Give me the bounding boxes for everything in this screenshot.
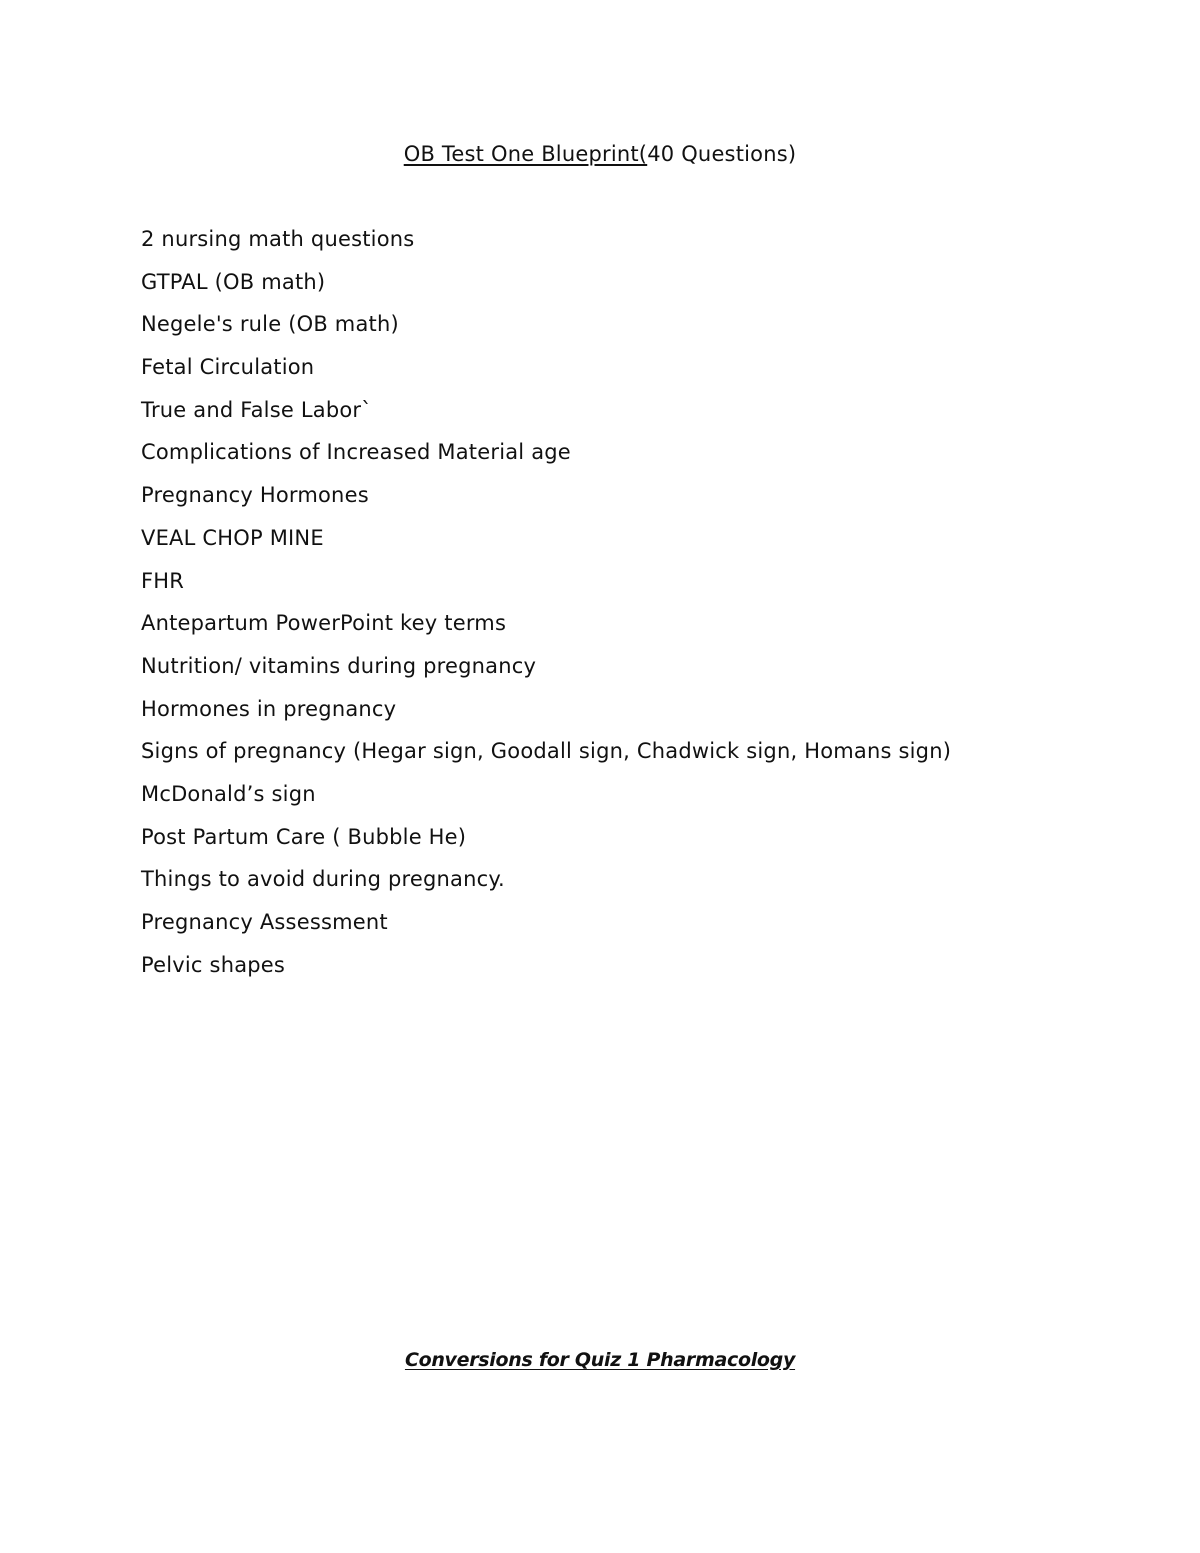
topic-item: Things to avoid during pregnancy.: [141, 867, 505, 892]
topic-item: Complications of Increased Material age: [141, 440, 571, 465]
topic-item: Signs of pregnancy (Hegar sign, Goodall sign, Chadwick sign, Homans sign): [141, 739, 952, 764]
page-title-rest: 40 Questions): [647, 142, 797, 166]
topic-item: Pregnancy Hormones: [141, 483, 369, 508]
page-title: [0, 140, 1200, 168]
topic-item: Antepartum PowerPoint key terms: [141, 611, 507, 636]
topic-item: GTPAL (OB math): [141, 269, 326, 294]
topic-item: Hormones in pregnancy: [141, 696, 397, 721]
topic-item: Negele's rule (OB math): [141, 312, 399, 337]
topic-item: Pelvic shapes: [141, 952, 286, 977]
topic-item: VEAL CHOP MINE: [141, 525, 324, 550]
topic-item: FHR: [141, 568, 185, 593]
topic-item: Fetal Circulation: [141, 355, 315, 380]
topic-item: McDonald’s sign: [141, 781, 316, 806]
topic-item: True and False Labor`: [141, 397, 372, 422]
topic-item: Post Partum Care ( Bubble He): [141, 824, 467, 849]
topic-item: Pregnancy Assessment: [141, 910, 388, 934]
topic-item: Nutrition/ vitamins during pregnancy: [141, 653, 537, 678]
topic-list: [141, 225, 951, 993]
topic-item: 2 nursing math questions: [141, 227, 415, 251]
section-heading: Conversions for Quiz 1 Pharmacology: [404, 1349, 796, 1371]
page-title-underlined: OB Test One Blueprint(: [403, 142, 648, 166]
